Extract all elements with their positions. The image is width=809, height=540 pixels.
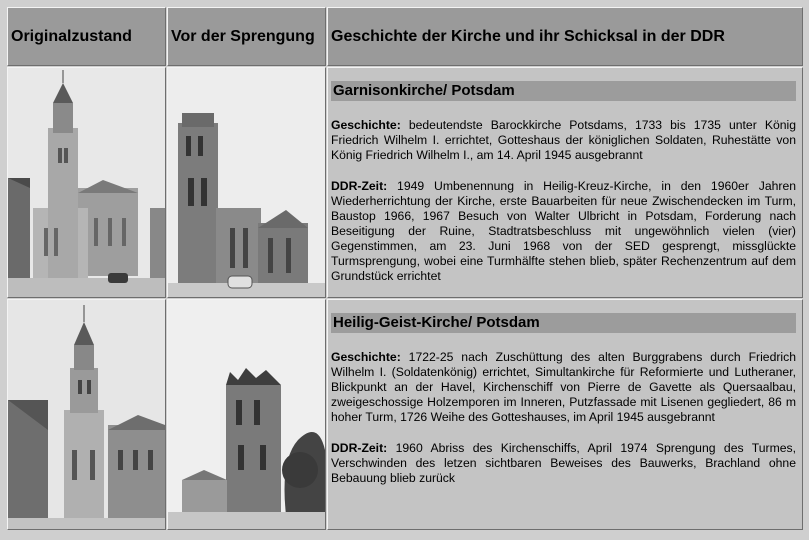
header-before-demolition — [167, 7, 326, 66]
photo-garnisonkirche-before-demolition — [167, 67, 326, 298]
ddr-paragraph — [331, 441, 796, 486]
garnisonkirche-description — [327, 67, 803, 298]
church-title: Heilig-Geist-Kirche/ Potsdam — [331, 313, 796, 333]
history-text: bedeutendste Barockkirche Potsdams, 1733 bis 1735 unter König Friedrich Wilhelm I. errichtet, Gotteshaus der königlichen Soldaten, Ruhestätte von König Friedrich Wilhelm I., am 14. April 1945 ausgebrannt — [331, 118, 796, 162]
header-history — [327, 7, 803, 66]
photo-garnisonkirche-original — [7, 67, 166, 298]
history-label: Geschichte: — [331, 118, 401, 132]
ddr-label: DDR-Zeit: — [331, 179, 388, 193]
church-title: Garnisonkirche/ Potsdam — [331, 81, 796, 101]
ddr-label: DDR-Zeit: — [331, 441, 388, 455]
ddr-text: 1949 Umbenennung in Heilig-Kreuz-Kirche, in den 1960er Jahren Wiederherrichtung der Kirche, erste Bauarbeiten für neue Zwischendecken im Turm, Baustop 1966, 1967 Besuch von Walter Ulbricht in Potsdam, Forderung nach Beseitigung der Ruine, Stadtratsbeschluss mit ungewöhnlich vielen (vier) Gegenstimmen, am 23. Juni 1968 von der SED gesprengt, missglückte Turmsprengung, wobei eine Turmhälfte stehen blieb, später Rechenzentrum auf dem Grundstück errichtet — [331, 179, 796, 283]
header-before-demolition-label: Vor der Sprengung — [171, 27, 315, 45]
history-label: Geschichte: — [331, 350, 401, 364]
history-paragraph — [331, 118, 796, 163]
header-original — [7, 7, 166, 66]
history-paragraph — [331, 350, 796, 425]
history-text: 1722-25 nach Zuschüttung des alten Burggrabens durch Friedrich Wilhelm I. (Soldatenkönig) errichtet, Simultankirche für Reformierte und Lutheraner, Blickpunkt an der Havel, Kirchenschiff von Pierre de Gavette als Quersaalbau, zweigeschossige Holzemporen im Inneren, Putzfassade mit Lisenen gegliedert, 86 m hoher Turm, 1726 Weihe des Gotteshauses, im April 1945 ausgebrannt — [331, 350, 796, 424]
ddr-text: 1960 Abriss des Kirchenschiffs, April 1974 Sprengung des Turmes, Verschwinden des letzen sichtbaren Beweises des Bauwerks, Brachland ohne Bebauung blieb zurück — [331, 441, 796, 485]
header-history-label: Geschichte der Kirche und ihr Schicksal in der DDR — [331, 27, 725, 45]
heilig-geist-description — [327, 299, 803, 530]
header-original-label: Originalzustand — [11, 27, 132, 45]
photo-heilig-geist-before-demolition — [167, 299, 326, 530]
ddr-paragraph — [331, 179, 796, 284]
photo-heilig-geist-original — [7, 299, 166, 530]
